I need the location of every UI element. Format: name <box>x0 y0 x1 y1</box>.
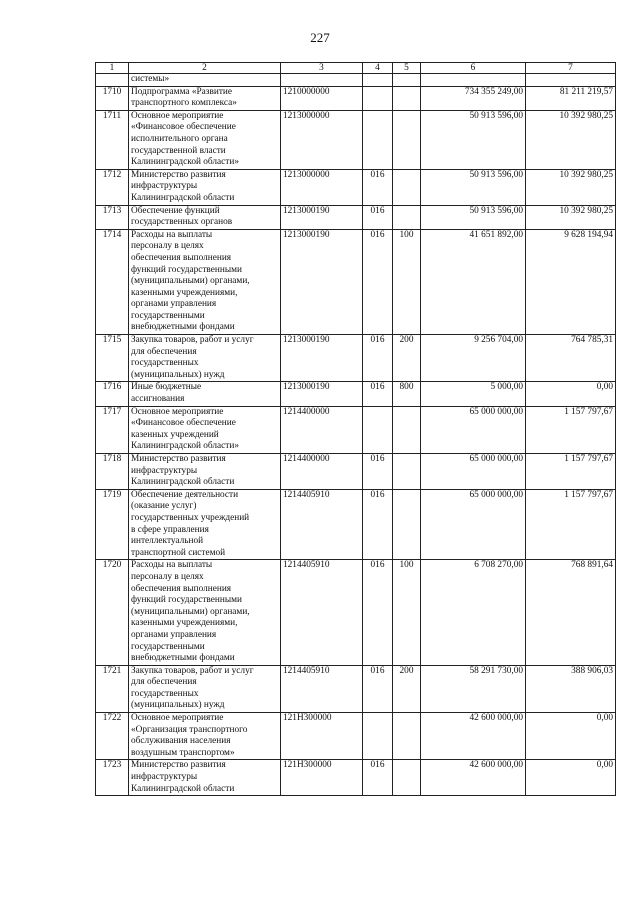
row-ministry-code: 016 <box>363 665 393 712</box>
column-header: 5 <box>393 63 421 74</box>
row-ministry-code: 016 <box>363 454 393 490</box>
row-code: 1213000190 <box>281 229 363 334</box>
row-amount-planned: 42 600 000,00 <box>421 713 526 760</box>
row-amount-executed: 764 785,31 <box>526 335 616 382</box>
row-number: 1719 <box>96 489 129 560</box>
row-name: Обеспечение деятельности (оказание услуг) государственных учреждений в сфере управления интеллектуальной транспортной системой <box>129 489 281 560</box>
row-name: Подпрограмма «Развитие транспортного комплекса» <box>129 86 281 110</box>
row-name: Основное мероприятие «Финансовое обеспечение исполнительного органа государственной власти Калининградской области» <box>129 110 281 169</box>
table-row <box>96 560 616 665</box>
row-ministry-code: 016 <box>363 760 393 796</box>
row-code: 121Н300000 <box>281 760 363 796</box>
row-expense-type: 800 <box>393 382 421 406</box>
table-row <box>96 454 616 490</box>
table-row <box>96 665 616 712</box>
row-ministry-code <box>363 86 393 110</box>
row-amount-executed: 10 392 980,25 <box>526 110 616 169</box>
row-code: 1214405910 <box>281 489 363 560</box>
row-name: Министерство развития инфраструктуры Калининградской области <box>129 169 281 205</box>
row-amount-planned: 65 000 000,00 <box>421 489 526 560</box>
row-ministry-code: 016 <box>363 169 393 205</box>
row-amount-planned <box>421 74 526 87</box>
row-number: 1712 <box>96 169 129 205</box>
row-number: 1720 <box>96 560 129 665</box>
table-row <box>96 229 616 334</box>
row-name: Расходы на выплаты персоналу в целях обеспечения выполнения функций государственными (муниципальными) органами, казенными учреждениями, органами управления государственными внебюджетными фондами <box>129 229 281 334</box>
row-expense-type <box>393 760 421 796</box>
row-amount-planned: 5 000,00 <box>421 382 526 406</box>
table-row <box>96 406 616 453</box>
row-number <box>96 74 129 87</box>
column-header: 2 <box>129 63 281 74</box>
row-name: Закупка товаров, работ и услуг для обеспечения государственных (муниципальных) нужд <box>129 665 281 712</box>
row-expense-type <box>393 406 421 453</box>
row-name: Иные бюджетные ассигнования <box>129 382 281 406</box>
row-amount-executed: 0,00 <box>526 713 616 760</box>
row-amount-planned: 65 000 000,00 <box>421 454 526 490</box>
row-code: 1214400000 <box>281 406 363 453</box>
row-expense-type <box>393 454 421 490</box>
column-header: 3 <box>281 63 363 74</box>
row-ministry-code <box>363 74 393 87</box>
row-amount-planned: 50 913 596,00 <box>421 169 526 205</box>
row-name: Расходы на выплаты персоналу в целях обеспечения выполнения функций государственными (муниципальными) органами, казенными учреждениями, органами управления государственными внебюджетными фондами <box>129 560 281 665</box>
row-code: 1213000000 <box>281 110 363 169</box>
row-amount-planned: 734 355 249,00 <box>421 86 526 110</box>
row-amount-executed: 10 392 980,25 <box>526 205 616 229</box>
row-number: 1716 <box>96 382 129 406</box>
row-code: 1213000190 <box>281 382 363 406</box>
row-amount-planned: 42 600 000,00 <box>421 760 526 796</box>
table-row <box>96 335 616 382</box>
column-header: 4 <box>363 63 393 74</box>
row-expense-type <box>393 86 421 110</box>
row-number: 1717 <box>96 406 129 453</box>
row-expense-type: 100 <box>393 229 421 334</box>
row-name: Министерство развития инфраструктуры Калининградской области <box>129 760 281 796</box>
row-number: 1721 <box>96 665 129 712</box>
row-expense-type <box>393 489 421 560</box>
row-expense-type <box>393 169 421 205</box>
row-amount-planned: 58 291 730,00 <box>421 665 526 712</box>
row-amount-executed: 1 157 797,67 <box>526 489 616 560</box>
row-number: 1722 <box>96 713 129 760</box>
row-number: 1710 <box>96 86 129 110</box>
table-row <box>96 169 616 205</box>
row-number: 1718 <box>96 454 129 490</box>
row-amount-executed: 81 211 219,57 <box>526 86 616 110</box>
table-row <box>96 74 616 87</box>
row-ministry-code: 016 <box>363 382 393 406</box>
row-code: 1213000190 <box>281 205 363 229</box>
row-amount-planned: 6 708 270,00 <box>421 560 526 665</box>
row-number: 1711 <box>96 110 129 169</box>
row-expense-type: 200 <box>393 665 421 712</box>
row-name: системы» <box>129 74 281 87</box>
row-amount-executed <box>526 74 616 87</box>
row-number: 1723 <box>96 760 129 796</box>
row-name: Основное мероприятие «Организация транспортного обслуживания населения воздушным транспортом» <box>129 713 281 760</box>
row-ministry-code: 016 <box>363 335 393 382</box>
row-expense-type: 200 <box>393 335 421 382</box>
row-amount-executed: 9 628 194,94 <box>526 229 616 334</box>
row-number: 1713 <box>96 205 129 229</box>
row-amount-planned: 50 913 596,00 <box>421 205 526 229</box>
row-ministry-code <box>363 713 393 760</box>
row-code: 1213000000 <box>281 169 363 205</box>
row-amount-planned: 65 000 000,00 <box>421 406 526 453</box>
table-row <box>96 760 616 796</box>
row-code: 1214400000 <box>281 454 363 490</box>
row-name: Закупка товаров, работ и услуг для обеспечения государственных (муниципальных) нужд <box>129 335 281 382</box>
row-amount-executed: 10 392 980,25 <box>526 169 616 205</box>
table-row <box>96 110 616 169</box>
table-row <box>96 205 616 229</box>
row-amount-executed: 1 157 797,67 <box>526 454 616 490</box>
row-name: Министерство развития инфраструктуры Калининградской области <box>129 454 281 490</box>
row-ministry-code <box>363 406 393 453</box>
column-header: 7 <box>526 63 616 74</box>
row-code: 1214405910 <box>281 665 363 712</box>
table-row <box>96 713 616 760</box>
row-name: Основное мероприятие «Финансовое обеспечение казенных учреждений Калининградской области» <box>129 406 281 453</box>
row-amount-planned: 41 651 892,00 <box>421 229 526 334</box>
row-amount-executed: 0,00 <box>526 760 616 796</box>
row-expense-type <box>393 205 421 229</box>
page-number: 227 <box>310 30 330 45</box>
header-row <box>96 63 616 74</box>
row-amount-executed: 388 906,03 <box>526 665 616 712</box>
table-row <box>96 86 616 110</box>
row-number: 1715 <box>96 335 129 382</box>
column-header: 1 <box>96 63 129 74</box>
row-code: 121Н300000 <box>281 713 363 760</box>
row-ministry-code: 016 <box>363 560 393 665</box>
column-header: 6 <box>421 63 526 74</box>
row-ministry-code: 016 <box>363 205 393 229</box>
row-expense-type: 100 <box>393 560 421 665</box>
row-code <box>281 74 363 87</box>
row-amount-planned: 50 913 596,00 <box>421 110 526 169</box>
table-row <box>96 382 616 406</box>
row-amount-executed: 1 157 797,67 <box>526 406 616 453</box>
row-number: 1714 <box>96 229 129 334</box>
row-code: 1213000190 <box>281 335 363 382</box>
budget-table <box>95 62 616 796</box>
row-amount-executed: 0,00 <box>526 382 616 406</box>
row-expense-type <box>393 74 421 87</box>
row-expense-type <box>393 110 421 169</box>
row-code: 1214405910 <box>281 560 363 665</box>
row-ministry-code: 016 <box>363 489 393 560</box>
row-ministry-code: 016 <box>363 229 393 334</box>
row-expense-type <box>393 713 421 760</box>
row-code: 1210000000 <box>281 86 363 110</box>
row-name: Обеспечение функций государственных органов <box>129 205 281 229</box>
row-amount-executed: 768 891,64 <box>526 560 616 665</box>
row-ministry-code <box>363 110 393 169</box>
row-amount-planned: 9 256 704,00 <box>421 335 526 382</box>
table-row <box>96 489 616 560</box>
